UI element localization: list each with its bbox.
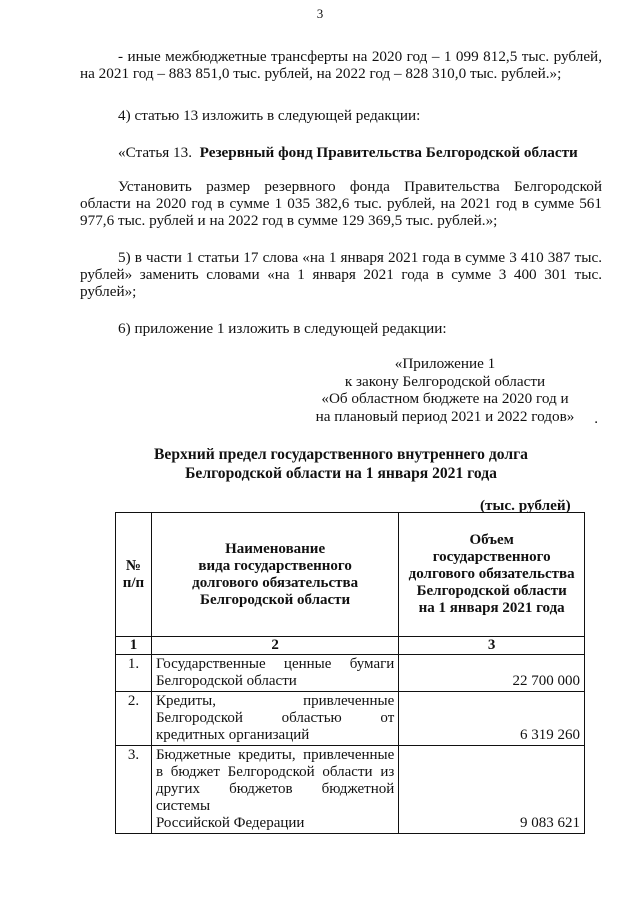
row-name-main: Кредиты, привлеченные Белгородской областью от bbox=[155, 693, 395, 726]
paragraph-reserve-fund: Установить размер резервного фонда Правительства Белгородской области на 2020 год в сумме 1 035 382,6 тыс. рублей, на 2021 год в сумме 561 977,6 тыс. рублей и на 2022 год в сумме 129 369,5 тыс. рублей.»; bbox=[80, 178, 602, 229]
table-row bbox=[116, 746, 585, 834]
header-name bbox=[151, 513, 398, 637]
table-row bbox=[116, 692, 585, 746]
debt-table bbox=[115, 512, 585, 834]
row-number: 1. bbox=[116, 655, 152, 692]
header-volume-line-2: государственного bbox=[432, 549, 551, 565]
header-volume-line-1: Объем bbox=[469, 532, 514, 548]
header-num-line-1: № bbox=[125, 557, 141, 574]
row-name-main: Бюджетные кредиты, привлеченные в бюджет Белгородской области из других бюджетов бюджетной системы bbox=[155, 747, 395, 814]
index-cell-2: 2 bbox=[151, 637, 398, 655]
row-value: 6 319 260 bbox=[399, 692, 585, 746]
appendix-line-4-wrap bbox=[300, 407, 598, 427]
header-name-line-2: вида государственного bbox=[198, 557, 352, 574]
table-title-line-2: Белгородской области на 1 января 2021 года bbox=[185, 465, 497, 482]
appendix-line-2: к закону Белгородской области bbox=[344, 372, 546, 390]
header-name-line-1: Наименование bbox=[225, 540, 326, 557]
article-prefix: «Статья 13. bbox=[118, 144, 193, 161]
header-num bbox=[116, 513, 152, 637]
row-name bbox=[151, 746, 398, 834]
paragraph-transfers bbox=[80, 48, 602, 82]
transfers-text: - иные межбюджетные трансферты на 2020 год – 1 099 812,5 тыс. рублей, на 2021 год – 883 851,0 тыс. рублей, на 2022 год – 828 310,0 тыс. рублей.»; bbox=[80, 48, 602, 82]
index-cell-3: 3 bbox=[399, 637, 585, 655]
paragraph-article17: 5) в части 1 статьи 17 слова «на 1 января 2021 года в сумме 3 410 387 тыс. рублей» заменить словами «на 1 января 2021 года в сумме 3 400 301 тыс. рублей»; bbox=[80, 249, 602, 300]
header-volume bbox=[399, 513, 585, 637]
row-name-main: Государственные ценные бумаги bbox=[155, 656, 395, 672]
table-title-line-1: Верхний предел государственного внутреннего долга bbox=[154, 446, 528, 463]
row-name bbox=[151, 692, 398, 746]
article-title: Резервный фонд Правительства Белгородской области bbox=[199, 144, 578, 161]
paragraph-appendix-intro: 6) приложение 1 изложить в следующей редакции: bbox=[118, 320, 447, 337]
appendix-mark: . bbox=[594, 409, 598, 427]
table-row bbox=[116, 655, 585, 692]
row-name-last: Белгородской области bbox=[155, 673, 297, 689]
row-name-last: кредитных организаций bbox=[155, 727, 310, 743]
appendix-heading bbox=[300, 355, 598, 427]
index-cell-1: 1 bbox=[116, 637, 152, 655]
paragraph-article13-intro: 4) статью 13 изложить в следующей редакции: bbox=[118, 107, 421, 124]
header-name-line-4: Белгородской области bbox=[200, 591, 351, 608]
page-number: 3 bbox=[316, 6, 324, 21]
unit-label: (тыс. рублей) bbox=[480, 497, 571, 514]
row-number: 2. bbox=[116, 692, 152, 746]
appendix-line-1: «Приложение 1 bbox=[394, 355, 496, 372]
header-volume-line-5: на 1 января 2021 года bbox=[418, 600, 565, 616]
table-index-row bbox=[116, 637, 585, 655]
header-volume-line-3: долгового обязательства bbox=[408, 566, 575, 582]
paragraph-article13-heading bbox=[80, 144, 602, 161]
header-name-line-3: долгового обязательства bbox=[192, 574, 359, 591]
row-value: 9 083 621 bbox=[399, 746, 585, 834]
row-value: 22 700 000 bbox=[399, 655, 585, 692]
row-number: 3. bbox=[116, 746, 152, 834]
row-name-last: Российской Федерации bbox=[155, 815, 305, 831]
header-volume-line-4: Белгородской области bbox=[416, 583, 567, 599]
appendix-line-3: «Об областном бюджете на 2020 год и bbox=[321, 390, 569, 407]
header-num-line-2: п/п bbox=[122, 574, 145, 591]
appendix-line-4: на плановый период 2021 и 2022 годов» bbox=[315, 407, 575, 425]
row-name bbox=[151, 655, 398, 692]
table-title bbox=[80, 445, 602, 483]
table-header-row bbox=[116, 513, 585, 637]
